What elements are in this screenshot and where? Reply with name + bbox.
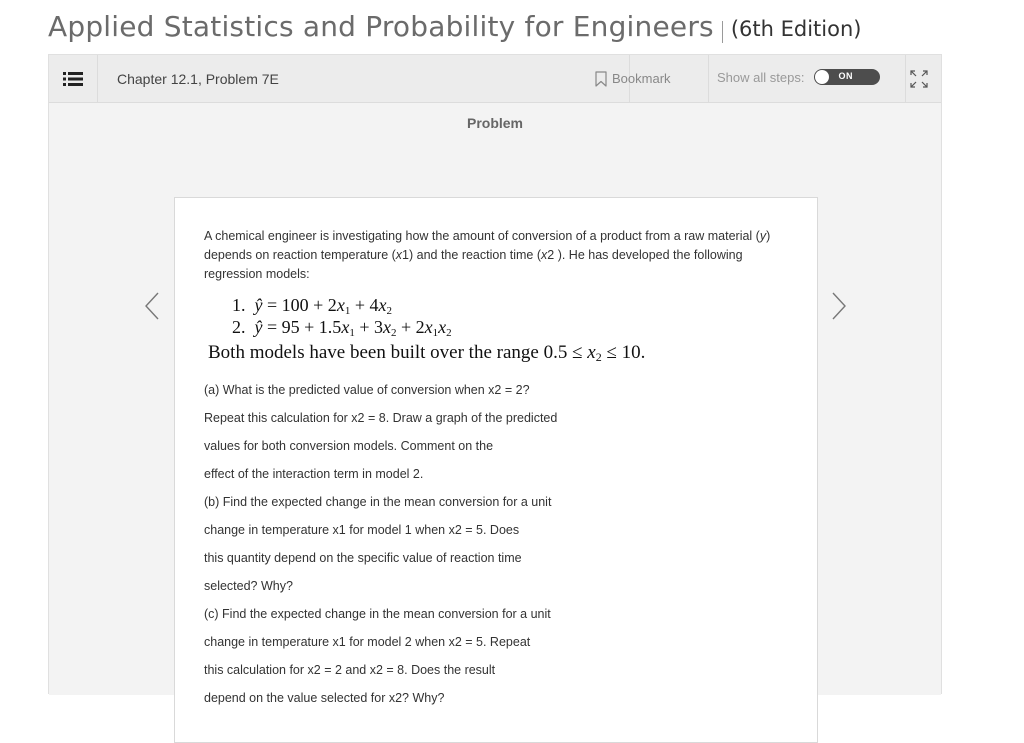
bookmark-icon [595, 71, 607, 87]
question-line: selected? Why? [204, 579, 293, 593]
question-line: (a) What is the predicted value of conversion when x2 = 2? [204, 383, 530, 397]
problem-card [174, 197, 818, 743]
question-line: (c) Find the expected change in the mean conversion for a unit [204, 607, 551, 621]
book-edition: (6th Edition) [730, 17, 862, 41]
question-line: this quantity depend on the specific value of reaction time [204, 551, 522, 565]
question-line: depend on the value selected for x2? Why? [204, 691, 445, 705]
bookmark-button[interactable] [581, 55, 709, 102]
content-area [49, 103, 941, 705]
question-line: (b) Find the expected change in the mean conversion for a unit [204, 495, 552, 509]
chapter-label [98, 55, 630, 102]
book-title-text: Applied Statistics and Probability for Engineers [48, 10, 714, 43]
chevron-right-icon [831, 291, 847, 321]
solution-panel [48, 54, 942, 705]
model-range: Both models have been built over the range $0.5 \le x_2 \le 10$. [208, 342, 646, 364]
list-icon [63, 71, 83, 87]
regression-model-1: 1. ŷ = $100 + 2x_1 + 4x_2$ [232, 295, 392, 317]
menu-button[interactable] [49, 55, 98, 102]
show-steps-control [709, 55, 906, 102]
question-line: change in temperature x1 for model 1 when x2 = 5. Does [204, 523, 520, 537]
question-line: Repeat this calculation for x2 = 8. Draw a graph of the predicted [204, 411, 558, 425]
expand-icon [910, 70, 928, 88]
toolbar [49, 55, 941, 103]
next-button[interactable] [827, 289, 851, 323]
expand-button[interactable] [897, 55, 941, 102]
bookmark-label: Bookmark [612, 71, 671, 86]
show-steps-toggle[interactable] [814, 69, 880, 85]
previous-button[interactable] [140, 289, 164, 323]
problem-heading: Problem [466, 115, 523, 131]
toggle-state-label: ON [838, 71, 853, 81]
question-line: effect of the interaction term in model 2. [204, 467, 424, 481]
title-divider [722, 21, 723, 43]
question-line: this calculation for x2 = 2 and x2 = 8. Does the result [204, 663, 496, 677]
regression-model-2: 2. ŷ = $95 + 1.5x_1 + 3x_2 + 2x_1x_2$ [232, 317, 452, 339]
chapter-text: Chapter 12.1, Problem 7E [117, 70, 279, 87]
book-title [48, 10, 861, 50]
toggle-knob [815, 70, 829, 84]
question-line: values for both conversion models. Comment on the [204, 439, 494, 453]
question-line: change in temperature x1 for model 2 when x2 = 5. Repeat [204, 635, 531, 649]
problem-intro: A chemical engineer is investigating how the amount of conversion of a product from a raw material (y) depends on reaction temperature (x1) and the reaction time (x2 ). He has developed the following regression models: [204, 229, 771, 281]
chevron-left-icon [144, 291, 160, 321]
show-steps-label: Show all steps: [717, 70, 805, 85]
